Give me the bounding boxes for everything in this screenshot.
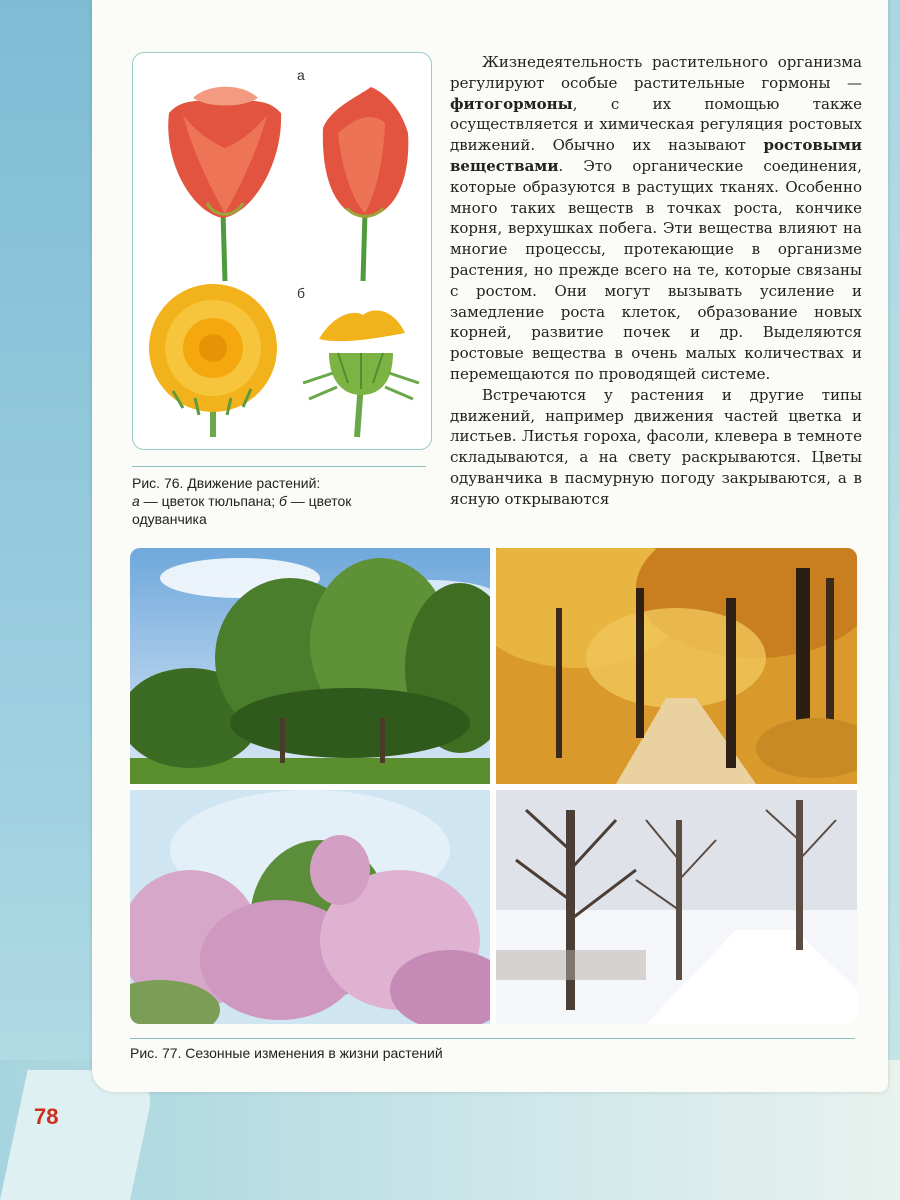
flowers-illustration — [133, 53, 431, 449]
figure-76-frame — [132, 52, 432, 450]
tulip-open-icon — [168, 87, 281, 281]
caption-letter-b: б — [278, 493, 287, 509]
summer-trees-image — [130, 548, 490, 784]
p1-text-3: . Это органические соединения, которые образуются в растущих тканях. Особенно много таких веществ в точках роста, кончике корня, верхушках побега. Эти вещества влияют на многие процессы, протекающие в организме растения, но прежде всего на те, которые связаны с ростом. Они могут вызывать усиление и замедление роста клеток, образование новых корней, развитие почек и др. Выделяются ростовые вещества в очень малых количествах и перемещаются по проводящей системе. — [450, 156, 862, 383]
page-number: 78 — [34, 1104, 59, 1129]
caption-76-line3: одуванчика — [132, 511, 207, 527]
figure-77-photos — [130, 548, 857, 1024]
body-text — [450, 52, 862, 510]
winter-forest-image — [496, 790, 857, 1024]
dandelion-open-icon — [149, 284, 277, 437]
figure-76-caption — [132, 474, 432, 528]
spring-lilac-image — [130, 790, 490, 1024]
photo-summer — [130, 548, 490, 784]
caption-text-a: — цветок тюльпана; — [139, 493, 279, 509]
caption-76-line1: Рис. 76. Движение растений: — [132, 475, 321, 491]
term-phytohormones: фитогормоны — [450, 94, 573, 113]
caption-rule-76 — [132, 466, 426, 467]
paragraph-1 — [450, 52, 862, 385]
photo-autumn — [496, 548, 857, 784]
figure-77-caption: Рис. 77. Сезонные изменения в жизни растений — [130, 1045, 443, 1061]
dandelion-closed-icon — [303, 310, 419, 437]
p1-text-1: Жизнедеятельность растительного организма регулируют особые растительные гормоны — — [450, 53, 862, 92]
p1-text-2: , с их помощью также осуществляется и химическая регуляция ростовых движений. Обычно их называют — [450, 94, 862, 155]
caption-rule-77 — [130, 1038, 855, 1039]
figure-label-a: а — [297, 67, 305, 83]
figure-label-b: б — [297, 285, 306, 301]
caption-letter-a: а — [132, 493, 140, 509]
caption-text-b: — цветок — [286, 493, 352, 509]
photo-spring — [130, 790, 490, 1024]
paragraph-2: Встречаются у растения и другие типы движений, например движения частей цветка и листьев. Листья гороха, фасоли, клевера в темноте складываются, а на свету раскрываются. Цветы одуванчика в пасмурную погоду закрываются, а в ясную открываются — [450, 385, 862, 508]
photo-winter — [496, 790, 857, 1024]
autumn-forest-image — [496, 548, 857, 784]
caption-76-line2 — [132, 492, 432, 510]
term-growth-substances: ростовыми веществами — [450, 136, 862, 175]
tulip-closed-icon — [323, 87, 408, 281]
